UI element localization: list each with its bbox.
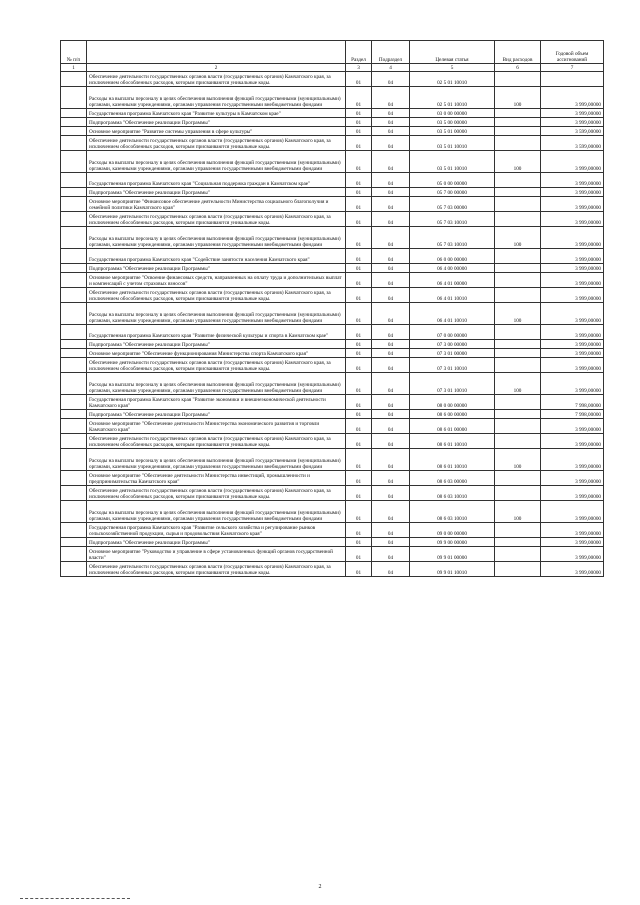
section-cell: 01 xyxy=(346,562,372,577)
table-row xyxy=(61,273,604,288)
item-name-cell: Расходы на выплаты персоналу в целях обеспечения выполнения функций государственными (муниципальными) органами, казенными учреждениями, органами управления государственными внебюджетными фондами xyxy=(87,151,346,173)
item-name-cell: Обеспечение деятельности государственных органов власти (государственных органов) Камчатского края, за исключением обособленных расходов, которым присваиваются уникальные коды. xyxy=(87,72,346,87)
subsection-cell: 04 xyxy=(372,173,410,188)
page-number: 2 xyxy=(318,884,322,890)
table-row xyxy=(61,538,604,547)
header-subsection: Подраздел xyxy=(372,41,410,64)
item-name-cell: Подпрограмма "Обеспечение реализации Программы" xyxy=(87,118,346,127)
subsection-cell: 04 xyxy=(372,151,410,173)
subsection-cell: 04 xyxy=(372,419,410,434)
expense-type-cell xyxy=(495,288,541,303)
target-article-cell: 06 4 00 00000 xyxy=(410,264,495,273)
item-name-cell: Обеспечение деятельности государственных органов власти (государственных органов) Камчатского края, за исключением обособленных расходов, которым присваиваются уникальные коды. xyxy=(87,288,346,303)
amount-cell: 3 999,00000 xyxy=(541,538,604,547)
section-cell: 01 xyxy=(346,395,372,410)
expense-type-cell xyxy=(495,188,541,197)
amount-cell: 3 999,00000 xyxy=(541,151,604,173)
expense-type-cell xyxy=(495,249,541,264)
subsection-cell: 04 xyxy=(372,118,410,127)
table-row xyxy=(61,349,604,358)
table-row xyxy=(61,188,604,197)
target-article-cell: 09 0 00 00000 xyxy=(410,523,495,538)
item-name-cell: Обеспечение деятельности государственных органов власти (государственных органов) Камчатского края, за исключением обособленных расходов, которым присваиваются уникальные коды. xyxy=(87,358,346,373)
column-index: 1 xyxy=(61,64,87,72)
table-row xyxy=(61,136,604,151)
target-article-cell: 08 6 03 00000 xyxy=(410,471,495,486)
amount-cell: 3 599,00000 xyxy=(541,127,604,136)
item-name-cell: Подпрограмма "Обеспечение реализации Программы" xyxy=(87,264,346,273)
section-cell: 01 xyxy=(346,72,372,87)
target-article-cell: 08 6 01 10010 xyxy=(410,449,495,471)
column-index: 7 xyxy=(541,64,604,72)
item-name-cell: Государственная программа Камчатского края "Развитие сельского хозяйства и регулирование рынков сельскохозяйственной продукции, сырья и продовольствия Камчатского края" xyxy=(87,523,346,538)
section-cell: 01 xyxy=(346,118,372,127)
target-article-cell: 06 4 01 10010 xyxy=(410,288,495,303)
target-article-cell: 02 5 01 10010 xyxy=(410,87,495,109)
row-number-cell xyxy=(61,173,87,188)
subsection-cell: 04 xyxy=(372,538,410,547)
table-row xyxy=(61,87,604,109)
amount-cell: 3 999,00000 xyxy=(541,434,604,449)
row-number-cell xyxy=(61,358,87,373)
section-cell: 01 xyxy=(346,419,372,434)
section-cell: 01 xyxy=(346,173,372,188)
expense-type-cell xyxy=(495,434,541,449)
subsection-cell: 04 xyxy=(372,449,410,471)
row-number-cell xyxy=(61,188,87,197)
column-index: 3 xyxy=(346,64,372,72)
target-article-cell: 09 9 01 00000 xyxy=(410,547,495,562)
expense-type-cell: 100 xyxy=(495,303,541,325)
row-number-cell xyxy=(61,303,87,325)
column-index-row xyxy=(61,64,604,72)
expense-type-cell xyxy=(495,547,541,562)
amount-cell: 7 998,00000 xyxy=(541,395,604,410)
section-cell: 01 xyxy=(346,151,372,173)
row-number-cell xyxy=(61,151,87,173)
amount-cell: 3 999,00000 xyxy=(541,449,604,471)
item-name-cell: Основное мероприятие "Обеспечение деятельности Министерства инвестиций, промышленности и предпринимательства Камчатского края" xyxy=(87,471,346,486)
section-cell: 01 xyxy=(346,349,372,358)
row-number-cell xyxy=(61,449,87,471)
table-row xyxy=(61,562,604,577)
target-article-cell: 08 0 00 00000 xyxy=(410,395,495,410)
item-name-cell: Обеспечение деятельности государственных органов власти (государственных органов) Камчатского края, за исключением обособленных расходов, которым присваиваются уникальные коды. xyxy=(87,136,346,151)
item-name-cell: Основное мероприятие "Освоение финансовых средств, направленных на оплату труда и дополнительных выплат и компенсаций с учетом страховых взносов" xyxy=(87,273,346,288)
row-number-cell xyxy=(61,395,87,410)
expense-type-cell xyxy=(495,212,541,227)
table-row xyxy=(61,72,604,87)
subsection-cell: 04 xyxy=(372,264,410,273)
row-number-cell xyxy=(61,197,87,212)
table-row xyxy=(61,249,604,264)
table-row xyxy=(61,303,604,325)
row-number-cell xyxy=(61,127,87,136)
row-number-cell xyxy=(61,349,87,358)
expense-type-cell xyxy=(495,486,541,501)
target-article-cell: 05 0 00 00000 xyxy=(410,173,495,188)
item-name-cell: Основное мероприятие "Финансовое обеспечение деятельности Министерства социального благополучия и семейной политики Камчатского края" xyxy=(87,197,346,212)
target-article-cell: 06 0 00 00000 xyxy=(410,249,495,264)
expense-type-cell xyxy=(495,173,541,188)
section-cell: 01 xyxy=(346,486,372,501)
item-name-cell: Государственная программа Камчатского края "Развитие экономики и внешнеэкономической деятельности Камчатского края" xyxy=(87,395,346,410)
target-article-cell: 07 3 01 00000 xyxy=(410,349,495,358)
target-article-cell: 09 9 00 00000 xyxy=(410,538,495,547)
subsection-cell: 04 xyxy=(372,486,410,501)
row-number-cell xyxy=(61,523,87,538)
amount-cell: 3 999,00000 xyxy=(541,109,604,118)
expense-type-cell xyxy=(495,419,541,434)
subsection-cell: 04 xyxy=(372,501,410,523)
table-row xyxy=(61,127,604,136)
table-row xyxy=(61,410,604,419)
table-row xyxy=(61,109,604,118)
item-name-cell: Обеспечение деятельности государственных органов власти (государственных органов) Камчатского края, за исключением обособленных расходов, которым присваиваются уникальные коды. xyxy=(87,562,346,577)
expense-type-cell xyxy=(495,358,541,373)
row-number-cell xyxy=(61,72,87,87)
table-row xyxy=(61,547,604,562)
expense-type-cell xyxy=(495,118,541,127)
expense-type-cell xyxy=(495,264,541,273)
section-cell: 01 xyxy=(346,410,372,419)
target-article-cell: 03 0 00 00000 xyxy=(410,109,495,118)
row-number-cell xyxy=(61,288,87,303)
header-name xyxy=(87,41,346,64)
amount-cell: 3 999,00000 xyxy=(541,264,604,273)
amount-cell: 3 999,00000 xyxy=(541,419,604,434)
subsection-cell: 04 xyxy=(372,373,410,395)
item-name-cell: Обеспечение деятельности государственных органов власти (государственных органов) Камчатского края, за исключением обособленных расходов, которым присваиваются уникальные коды. xyxy=(87,212,346,227)
table-row xyxy=(61,173,604,188)
table-row xyxy=(61,523,604,538)
amount-cell: 3 999,00000 xyxy=(541,325,604,340)
target-article-cell: 03 5 00 00000 xyxy=(410,118,495,127)
target-article-cell: 03 5 01 10010 xyxy=(410,151,495,173)
table-row xyxy=(61,486,604,501)
subsection-cell: 04 xyxy=(372,349,410,358)
column-index: 6 xyxy=(495,64,541,72)
amount-cell: 3 999,00000 xyxy=(541,87,604,109)
subsection-cell: 04 xyxy=(372,273,410,288)
target-article-cell: 08 6 00 00000 xyxy=(410,410,495,419)
section-cell: 01 xyxy=(346,264,372,273)
amount-cell: 3 999,00000 xyxy=(541,349,604,358)
section-cell: 01 xyxy=(346,449,372,471)
amount-cell: 3 999,00000 xyxy=(541,273,604,288)
item-name-cell: Расходы на выплаты персоналу в целях обеспечения выполнения функций государственными (муниципальными) органами, казенными учреждениями, органами управления государственными внебюджетными фондами xyxy=(87,449,346,471)
subsection-cell: 04 xyxy=(372,197,410,212)
header-expense-type: Вид расходов xyxy=(495,41,541,64)
subsection-cell: 04 xyxy=(372,434,410,449)
item-name-cell: Государственная программа Камчатского края "Развитие физической культуры и спорта в Камчатском крае" xyxy=(87,325,346,340)
expense-type-cell xyxy=(495,562,541,577)
table-header-row xyxy=(61,41,604,64)
subsection-cell: 04 xyxy=(372,523,410,538)
row-number-cell xyxy=(61,249,87,264)
item-name-cell: Государственная программа Камчатского края "Развитие культуры в Камчатском крае" xyxy=(87,109,346,118)
item-name-cell: Основное мероприятие "Обеспечение функционирования Министерства спорта Камчатского края" xyxy=(87,349,346,358)
amount-cell: 3 999,00000 xyxy=(541,373,604,395)
section-cell: 01 xyxy=(346,188,372,197)
section-cell: 01 xyxy=(346,340,372,349)
expense-type-cell xyxy=(495,523,541,538)
table-row xyxy=(61,419,604,434)
row-number-cell xyxy=(61,325,87,340)
section-cell: 01 xyxy=(346,471,372,486)
table-row xyxy=(61,340,604,349)
amount-cell: 3 999,00000 xyxy=(541,486,604,501)
expense-type-cell: 100 xyxy=(495,87,541,109)
table-row xyxy=(61,358,604,373)
budget-table xyxy=(60,40,604,577)
row-number-cell xyxy=(61,373,87,395)
target-article-cell: 08 6 03 10010 xyxy=(410,486,495,501)
footer-divider xyxy=(20,898,130,899)
expense-type-cell xyxy=(495,349,541,358)
target-article-cell: 03 5 01 00000 xyxy=(410,127,495,136)
amount-cell: 7 998,00000 xyxy=(541,410,604,419)
subsection-cell: 04 xyxy=(372,127,410,136)
amount-cell: 3 999,00000 xyxy=(541,197,604,212)
expense-type-cell xyxy=(495,340,541,349)
target-article-cell: 07 3 01 10010 xyxy=(410,373,495,395)
section-cell: 01 xyxy=(346,87,372,109)
header-annual-amount: Годовой объем ассигнований xyxy=(541,41,604,64)
item-name-cell: Обеспечение деятельности государственных органов власти (государственных органов) Камчатского края, за исключением обособленных расходов, которым присваиваются уникальные коды. xyxy=(87,486,346,501)
item-name-cell: Подпрограмма "Обеспечение реализации Программы" xyxy=(87,340,346,349)
amount-cell: 3 999,00000 xyxy=(541,173,604,188)
row-number-cell xyxy=(61,264,87,273)
section-cell: 01 xyxy=(346,501,372,523)
target-article-cell: 02 5 01 10010 xyxy=(410,72,495,87)
section-cell: 01 xyxy=(346,109,372,118)
target-article-cell: 05 7 03 00000 xyxy=(410,197,495,212)
target-article-cell: 07 0 00 00000 xyxy=(410,325,495,340)
row-number-cell xyxy=(61,136,87,151)
row-number-cell xyxy=(61,212,87,227)
amount-cell: 3 999,00000 xyxy=(541,340,604,349)
target-article-cell: 03 5 01 10010 xyxy=(410,136,495,151)
row-number-cell xyxy=(61,547,87,562)
expense-type-cell: 100 xyxy=(495,227,541,249)
target-article-cell: 06 4 01 00000 xyxy=(410,273,495,288)
target-article-cell: 08 6 01 00000 xyxy=(410,419,495,434)
row-number-cell xyxy=(61,118,87,127)
item-name-cell: Подпрограмма "Обеспечение реализации Программы" xyxy=(87,188,346,197)
subsection-cell: 04 xyxy=(372,395,410,410)
item-name-cell: Основное мероприятие "Руководство и управление в сфере установленных функций органов государственной власти" xyxy=(87,547,346,562)
table-row xyxy=(61,373,604,395)
amount-cell: 3 999,00000 xyxy=(541,288,604,303)
target-article-cell: 08 6 03 10010 xyxy=(410,501,495,523)
section-cell: 01 xyxy=(346,325,372,340)
expense-type-cell xyxy=(495,136,541,151)
target-article-cell: 07 3 01 10010 xyxy=(410,358,495,373)
amount-cell: 3 999,00000 xyxy=(541,227,604,249)
section-cell: 01 xyxy=(346,127,372,136)
section-cell: 01 xyxy=(346,547,372,562)
expense-type-cell xyxy=(495,127,541,136)
item-name-cell: Подпрограмма "Обеспечение реализации Программы" xyxy=(87,410,346,419)
row-number-cell xyxy=(61,227,87,249)
amount-cell xyxy=(541,72,604,87)
amount-cell: 3 999,00000 xyxy=(541,188,604,197)
row-number-cell xyxy=(61,501,87,523)
table-row xyxy=(61,325,604,340)
subsection-cell: 04 xyxy=(372,410,410,419)
section-cell: 01 xyxy=(346,523,372,538)
column-index: 4 xyxy=(372,64,410,72)
table-row xyxy=(61,151,604,173)
expense-type-cell xyxy=(495,471,541,486)
expense-type-cell xyxy=(495,410,541,419)
amount-cell: 3 999,00000 xyxy=(541,118,604,127)
expense-type-cell xyxy=(495,109,541,118)
item-name-cell: Расходы на выплаты персоналу в целях обеспечения выполнения функций государственными (муниципальными) органами, казенными учреждениями, органами управления государственными внебюджетными фондами xyxy=(87,303,346,325)
target-article-cell: 05 7 03 10010 xyxy=(410,227,495,249)
section-cell: 01 xyxy=(346,538,372,547)
item-name-cell: Расходы на выплаты персоналу в целях обеспечения выполнения функций государственными (муниципальными) органами, казенными учреждениями, органами управления государственными внебюджетными фондами xyxy=(87,87,346,109)
expense-type-cell: 100 xyxy=(495,501,541,523)
subsection-cell: 04 xyxy=(372,72,410,87)
row-number-cell xyxy=(61,419,87,434)
subsection-cell: 04 xyxy=(372,227,410,249)
table-body xyxy=(61,72,604,577)
table-row xyxy=(61,264,604,273)
item-name-cell: Расходы на выплаты персоналу в целях обеспечения выполнения функций государственными (муниципальными) органами, казенными учреждениями, органами управления государственными внебюджетными фондами xyxy=(87,227,346,249)
row-number-cell xyxy=(61,486,87,501)
subsection-cell: 04 xyxy=(372,547,410,562)
amount-cell: 3 999,00000 xyxy=(541,562,604,577)
expense-type-cell: 100 xyxy=(495,151,541,173)
table-row xyxy=(61,118,604,127)
subsection-cell: 04 xyxy=(372,340,410,349)
expense-type-cell xyxy=(495,538,541,547)
table-row xyxy=(61,395,604,410)
expense-type-cell: 100 xyxy=(495,449,541,471)
amount-cell: 3 599,00000 xyxy=(541,136,604,151)
subsection-cell: 04 xyxy=(372,325,410,340)
row-number-cell xyxy=(61,471,87,486)
target-article-cell: 08 6 01 10010 xyxy=(410,434,495,449)
expense-type-cell xyxy=(495,395,541,410)
table-row xyxy=(61,212,604,227)
subsection-cell: 04 xyxy=(372,471,410,486)
row-number-cell xyxy=(61,538,87,547)
item-name-cell: Государственная программа Камчатского края "Социальная поддержка граждан в Камчатском крае" xyxy=(87,173,346,188)
row-number-cell xyxy=(61,340,87,349)
expense-type-cell: 100 xyxy=(495,373,541,395)
table-row xyxy=(61,471,604,486)
row-number-cell xyxy=(61,273,87,288)
section-cell: 01 xyxy=(346,136,372,151)
target-article-cell: 06 4 01 10010 xyxy=(410,303,495,325)
item-name-cell: Расходы на выплаты персоналу в целях обеспечения выполнения функций государственными (муниципальными) органами, казенными учреждениями, органами управления государственными внебюджетными фондами xyxy=(87,373,346,395)
amount-cell: 3 999,00000 xyxy=(541,547,604,562)
target-article-cell: 05 7 00 00000 xyxy=(410,188,495,197)
subsection-cell: 04 xyxy=(372,109,410,118)
section-cell: 01 xyxy=(346,288,372,303)
expense-type-cell xyxy=(495,197,541,212)
subsection-cell: 04 xyxy=(372,136,410,151)
section-cell: 01 xyxy=(346,303,372,325)
row-number-cell xyxy=(61,87,87,109)
table-row xyxy=(61,434,604,449)
subsection-cell: 04 xyxy=(372,87,410,109)
expense-type-cell xyxy=(495,72,541,87)
section-cell: 01 xyxy=(346,373,372,395)
amount-cell: 3 999,00000 xyxy=(541,303,604,325)
section-cell: 01 xyxy=(346,197,372,212)
subsection-cell: 04 xyxy=(372,212,410,227)
item-name-cell: Расходы на выплаты персоналу в целях обеспечения выполнения функций государственными (муниципальными) органами, казенными учреждениями, органами управления государственными внебюджетными фондами xyxy=(87,501,346,523)
amount-cell: 3 999,00000 xyxy=(541,358,604,373)
amount-cell: 3 999,00000 xyxy=(541,501,604,523)
column-index: 2 xyxy=(87,64,346,72)
row-number-cell xyxy=(61,109,87,118)
target-article-cell: 05 7 03 10010 xyxy=(410,212,495,227)
amount-cell: 3 999,00000 xyxy=(541,249,604,264)
table-row xyxy=(61,288,604,303)
header-target-article: Целевая статья xyxy=(410,41,495,64)
item-name-cell: Обеспечение деятельности государственных органов власти (государственных органов) Камчатского края, за исключением обособленных расходов, которым присваиваются уникальные коды. xyxy=(87,434,346,449)
column-index: 5 xyxy=(410,64,495,72)
item-name-cell: Основное мероприятие "Развитие системы управления в сфере культуры" xyxy=(87,127,346,136)
target-article-cell: 09 9 01 10010 xyxy=(410,562,495,577)
table-row xyxy=(61,501,604,523)
subsection-cell: 04 xyxy=(372,562,410,577)
expense-type-cell xyxy=(495,325,541,340)
row-number-cell xyxy=(61,434,87,449)
target-article-cell: 07 3 00 00000 xyxy=(410,340,495,349)
section-cell: 01 xyxy=(346,273,372,288)
table-row xyxy=(61,197,604,212)
subsection-cell: 04 xyxy=(372,188,410,197)
row-number-cell xyxy=(61,562,87,577)
subsection-cell: 04 xyxy=(372,288,410,303)
header-number: № п/п xyxy=(61,41,87,64)
section-cell: 01 xyxy=(346,249,372,264)
item-name-cell: Государственная программа Камчатского края "Содействие занятости населения Камчатского края" xyxy=(87,249,346,264)
amount-cell: 3 999,00000 xyxy=(541,471,604,486)
item-name-cell: Основное мероприятие "Обеспечение деятельности Министерства экономического развития и торговли Камчатского края" xyxy=(87,419,346,434)
amount-cell: 3 999,00000 xyxy=(541,212,604,227)
expense-type-cell xyxy=(495,273,541,288)
section-cell: 01 xyxy=(346,212,372,227)
item-name-cell: Подпрограмма "Обеспечение реализации Программы" xyxy=(87,538,346,547)
table-row xyxy=(61,449,604,471)
amount-cell: 3 999,00000 xyxy=(541,523,604,538)
section-cell: 01 xyxy=(346,434,372,449)
section-cell: 01 xyxy=(346,227,372,249)
header-section: Раздел xyxy=(346,41,372,64)
subsection-cell: 04 xyxy=(372,303,410,325)
section-cell: 01 xyxy=(346,358,372,373)
row-number-cell xyxy=(61,410,87,419)
subsection-cell: 04 xyxy=(372,249,410,264)
subsection-cell: 04 xyxy=(372,358,410,373)
table-row xyxy=(61,227,604,249)
